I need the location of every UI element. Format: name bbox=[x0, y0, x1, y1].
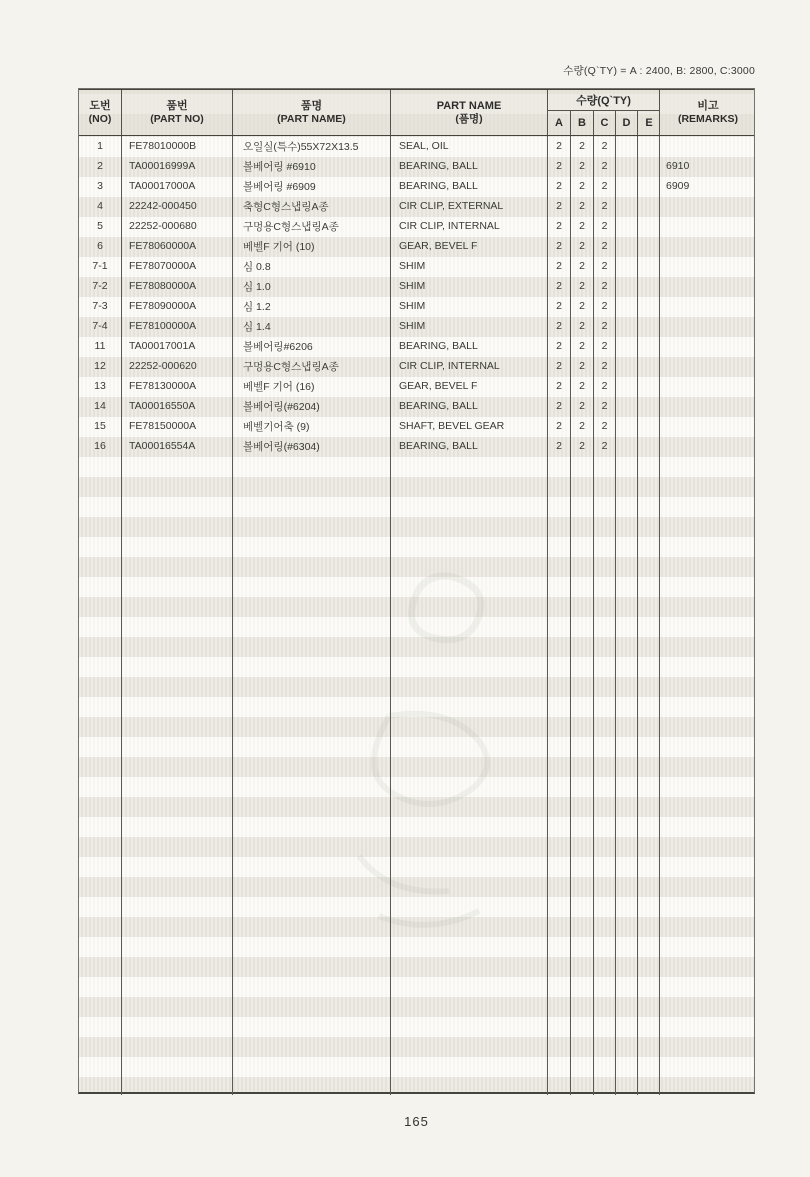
cell-qty_a: 2 bbox=[548, 156, 571, 176]
cell-name_en: SEAL, OIL bbox=[391, 136, 548, 156]
cell-name_en: CIR CLIP, INTERNAL bbox=[391, 216, 548, 236]
cell-qty_a: 2 bbox=[548, 296, 571, 316]
cell-remarks bbox=[660, 136, 756, 156]
cell-part_no: TA00016550A bbox=[122, 396, 233, 416]
cell-name_ko: 축형C형스냅링A종 bbox=[233, 196, 391, 216]
cell-no: 7-3 bbox=[79, 296, 122, 316]
cell-no: 1 bbox=[79, 136, 122, 156]
cell-name_ko: 구멍용C형스냅링A종 bbox=[233, 216, 391, 236]
cell-qty_e bbox=[638, 356, 660, 376]
cell-part_no: FE78060000A bbox=[122, 236, 233, 256]
cell-remarks: 6909 bbox=[666, 180, 690, 192]
qty-legend: 수량(Q`TY) = A : 2400, B: 2800, C:3000 bbox=[563, 65, 755, 77]
cell-qty_e bbox=[638, 376, 660, 396]
cell-no: 15 bbox=[79, 416, 122, 436]
cell-name_en: CIR CLIP, INTERNAL bbox=[391, 356, 548, 376]
cell-qty_a: 2 bbox=[548, 176, 571, 196]
column-rule bbox=[637, 456, 638, 1095]
cell-qty_d bbox=[616, 376, 638, 396]
header-no bbox=[79, 90, 122, 135]
header-name-ko-ko: 품명 bbox=[300, 99, 323, 112]
cell-qty_d bbox=[616, 396, 638, 416]
header-part-no bbox=[122, 90, 233, 135]
cell-remarks bbox=[660, 436, 756, 456]
cell-qty_b: 2 bbox=[571, 376, 594, 396]
cell-qty_a: 2 bbox=[548, 196, 571, 216]
column-rule bbox=[593, 456, 594, 1095]
table-row bbox=[79, 356, 754, 376]
cell-qty_a: 2 bbox=[548, 256, 571, 276]
cell-part_no: TA00016999A bbox=[122, 156, 233, 176]
table-row bbox=[79, 336, 754, 356]
cell-qty_e bbox=[638, 416, 660, 436]
cell-qty_e bbox=[638, 136, 660, 156]
cell-name_ko: 심 1.4 bbox=[233, 316, 391, 336]
cell-part_no: TA00017001A bbox=[122, 336, 233, 356]
cell-qty_c: 2 bbox=[594, 396, 616, 416]
cell-name_en: SHIM bbox=[391, 276, 548, 296]
header-qty-c: C bbox=[594, 111, 616, 135]
cell-qty_c: 2 bbox=[594, 216, 616, 236]
cell-qty_a: 2 bbox=[548, 396, 571, 416]
header-remarks-ko: 비고 bbox=[697, 99, 719, 112]
cell-qty_e bbox=[638, 256, 660, 276]
cell-name_ko: 심 0.8 bbox=[233, 256, 391, 276]
cell-qty_b: 2 bbox=[571, 436, 594, 456]
header-name-en-ko: PART NAME bbox=[436, 99, 502, 112]
cell-qty_b: 2 bbox=[571, 396, 594, 416]
cell-remarks bbox=[660, 396, 756, 416]
cell-qty_b: 2 bbox=[571, 296, 594, 316]
cell-qty_d bbox=[616, 156, 638, 176]
table-row bbox=[79, 176, 754, 196]
cell-name_en: SHIM bbox=[391, 296, 548, 316]
cell-qty_d bbox=[616, 216, 638, 236]
cell-part_no: TA00016554A bbox=[122, 436, 233, 456]
cell-qty_b: 2 bbox=[571, 316, 594, 336]
table-body bbox=[79, 136, 754, 456]
cell-qty_e bbox=[638, 396, 660, 416]
cell-qty_a: 2 bbox=[548, 216, 571, 236]
cell-part_no: FE78070000A bbox=[122, 256, 233, 276]
cell-qty_b: 2 bbox=[571, 256, 594, 276]
table-empty-area bbox=[79, 456, 754, 1095]
header-qty-title: 수량(Q`TY) bbox=[548, 90, 659, 111]
cell-qty_e bbox=[638, 216, 660, 236]
cell-name_ko: 볼베어링(#6304) bbox=[233, 436, 391, 456]
table-row bbox=[79, 276, 754, 296]
cell-qty_b: 2 bbox=[571, 336, 594, 356]
cell-part_no: FE78130000A bbox=[122, 376, 233, 396]
cell-qty_c: 2 bbox=[594, 176, 616, 196]
cell-no: 11 bbox=[79, 336, 122, 356]
column-rule bbox=[659, 456, 660, 1095]
cell-remarks bbox=[660, 256, 756, 276]
cell-part_no: FE78010000B bbox=[122, 136, 233, 156]
cell-part_no: FE78150000A bbox=[122, 416, 233, 436]
cell-name_en: GEAR, BEVEL F bbox=[391, 236, 548, 256]
cell-name_ko: 베벨기어축 (9) bbox=[233, 416, 391, 436]
table-row bbox=[79, 236, 754, 256]
cell-no: 14 bbox=[79, 396, 122, 416]
cell-qty_c: 2 bbox=[594, 276, 616, 296]
table-row bbox=[79, 396, 754, 416]
cell-qty_a: 2 bbox=[548, 336, 571, 356]
header-remarks-en: (REMARKS) bbox=[677, 112, 739, 125]
header-qty-group bbox=[548, 90, 660, 135]
cell-qty_d bbox=[616, 256, 638, 276]
cell-qty_b: 2 bbox=[571, 276, 594, 296]
cell-name_en: BEARING, BALL bbox=[391, 156, 548, 176]
cell-name_en: BEARING, BALL bbox=[391, 436, 548, 456]
column-rule bbox=[615, 456, 616, 1095]
cell-remarks bbox=[660, 236, 756, 256]
cell-name_en: BEARING, BALL bbox=[391, 336, 548, 356]
cell-qty_e bbox=[638, 196, 660, 216]
cell-qty_d bbox=[616, 276, 638, 296]
cell-name_en: BEARING, BALL bbox=[391, 176, 548, 196]
cell-part_no: FE78090000A bbox=[122, 296, 233, 316]
cell-name_en: BEARING, BALL bbox=[391, 396, 548, 416]
cell-qty_c: 2 bbox=[594, 376, 616, 396]
cell-qty_b: 2 bbox=[571, 196, 594, 216]
cell-qty_c: 2 bbox=[594, 156, 616, 176]
header-qty-a: A bbox=[548, 111, 571, 135]
cell-remarks bbox=[660, 356, 756, 376]
table-row bbox=[79, 136, 754, 156]
cell-no: 12 bbox=[79, 356, 122, 376]
cell-remarks bbox=[660, 316, 756, 336]
cell-qty_b: 2 bbox=[571, 416, 594, 436]
cell-qty_b: 2 bbox=[571, 176, 594, 196]
cell-name_en: SHIM bbox=[391, 256, 548, 276]
cell-name_ko: 베벨F 기어 (10) bbox=[233, 236, 391, 256]
page-number: 165 bbox=[404, 1114, 429, 1129]
cell-name_en: CIR CLIP, EXTERNAL bbox=[391, 196, 548, 216]
column-rule bbox=[121, 456, 122, 1095]
cell-name_en: GEAR, BEVEL F bbox=[391, 376, 548, 396]
header-name-ko bbox=[233, 90, 391, 135]
cell-qty_a: 2 bbox=[548, 416, 571, 436]
table-row bbox=[79, 256, 754, 276]
table-row bbox=[79, 216, 754, 236]
cell-no: 5 bbox=[79, 216, 122, 236]
cell-part_no: TA00017000A bbox=[122, 176, 233, 196]
cell-name_ko: 볼베어링 #6910 bbox=[233, 156, 391, 176]
cell-part_no: FE78100000A bbox=[122, 316, 233, 336]
bleedthrough-artifact bbox=[239, 556, 539, 996]
table-row bbox=[79, 296, 754, 316]
cell-qty_c: 2 bbox=[594, 316, 616, 336]
cell-part_no: 22252-000680 bbox=[122, 216, 233, 236]
cell-remarks bbox=[660, 276, 756, 296]
cell-qty_d bbox=[616, 296, 638, 316]
header-qty-b: B bbox=[571, 111, 594, 135]
parts-table bbox=[78, 88, 755, 1094]
cell-qty_b: 2 bbox=[571, 356, 594, 376]
cell-name_ko: 볼베어링(#6204) bbox=[233, 396, 391, 416]
cell-qty_e bbox=[638, 436, 660, 456]
cell-qty_d bbox=[616, 436, 638, 456]
cell-name_ko: 볼베어링#6206 bbox=[233, 336, 391, 356]
header-name-ko-en: (PART NAME) bbox=[277, 112, 346, 125]
table-header bbox=[79, 89, 754, 136]
cell-remarks bbox=[660, 416, 756, 436]
column-rule bbox=[232, 456, 233, 1095]
header-qty-e: E bbox=[645, 117, 653, 129]
cell-remarks: 6910 bbox=[666, 160, 690, 172]
cell-no: 7-4 bbox=[79, 316, 122, 336]
cell-no: 13 bbox=[79, 376, 122, 396]
cell-qty_c: 2 bbox=[594, 296, 616, 316]
column-rule bbox=[547, 456, 548, 1095]
table-row bbox=[79, 156, 754, 176]
cell-qty_c: 2 bbox=[594, 416, 616, 436]
cell-qty_a: 2 bbox=[548, 436, 571, 456]
cell-name_ko: 심 1.0 bbox=[233, 276, 391, 296]
header-remarks bbox=[660, 90, 756, 135]
cell-qty_a: 2 bbox=[548, 376, 571, 396]
cell-qty_b: 2 bbox=[571, 236, 594, 256]
cell-qty_c: 2 bbox=[594, 136, 616, 156]
cell-no: 16 bbox=[79, 436, 122, 456]
cell-qty_d bbox=[616, 176, 638, 196]
cell-no: 7-1 bbox=[79, 256, 122, 276]
header-no-en: (NO) bbox=[88, 112, 112, 125]
cell-qty_e bbox=[638, 236, 660, 256]
cell-remarks bbox=[660, 216, 756, 236]
cell-qty_e bbox=[638, 156, 660, 176]
header-part-no-en: (PART NO) bbox=[150, 112, 204, 125]
cell-remarks bbox=[660, 196, 756, 216]
cell-qty_d bbox=[616, 356, 638, 376]
cell-remarks bbox=[660, 296, 756, 316]
cell-remarks bbox=[660, 376, 756, 396]
cell-name_ko: 베벨F 기어 (16) bbox=[233, 376, 391, 396]
cell-part_no: 22252-000620 bbox=[122, 356, 233, 376]
cell-no: 3 bbox=[79, 176, 122, 196]
table-row bbox=[79, 436, 754, 456]
cell-no: 4 bbox=[79, 196, 122, 216]
cell-qty_d bbox=[616, 236, 638, 256]
cell-qty_d bbox=[616, 316, 638, 336]
cell-qty_e bbox=[638, 296, 660, 316]
header-no-ko: 도번 bbox=[89, 99, 111, 112]
cell-qty_c: 2 bbox=[594, 196, 616, 216]
cell-no: 6 bbox=[79, 236, 122, 256]
cell-qty_a: 2 bbox=[548, 236, 571, 256]
cell-qty_c: 2 bbox=[594, 236, 616, 256]
cell-no: 2 bbox=[79, 156, 122, 176]
cell-qty_e bbox=[638, 176, 660, 196]
cell-qty_b: 2 bbox=[571, 156, 594, 176]
cell-qty_a: 2 bbox=[548, 356, 571, 376]
cell-name_ko: 오일실(특수)55X72X13.5 bbox=[233, 136, 391, 156]
cell-qty_a: 2 bbox=[548, 276, 571, 296]
header-name-en bbox=[391, 90, 548, 135]
cell-qty_c: 2 bbox=[594, 256, 616, 276]
header-name-en-en: (품명) bbox=[455, 112, 483, 125]
cell-name_en: SHIM bbox=[391, 316, 548, 336]
cell-qty_b: 2 bbox=[571, 136, 594, 156]
cell-remarks bbox=[660, 336, 756, 356]
cell-qty_d bbox=[616, 416, 638, 436]
cell-qty_d bbox=[616, 136, 638, 156]
table-row bbox=[79, 376, 754, 396]
cell-name_ko: 볼베어링 #6909 bbox=[233, 176, 391, 196]
cell-no: 7-2 bbox=[79, 276, 122, 296]
table-row bbox=[79, 316, 754, 336]
cell-qty_a: 2 bbox=[548, 316, 571, 336]
table-row bbox=[79, 196, 754, 216]
cell-name_ko: 구멍용C형스냅링A종 bbox=[233, 356, 391, 376]
cell-name_ko: 심 1.2 bbox=[233, 296, 391, 316]
cell-qty_a: 2 bbox=[548, 136, 571, 156]
cell-qty_c: 2 bbox=[594, 356, 616, 376]
header-part-no-ko: 품번 bbox=[166, 99, 188, 112]
cell-qty_e bbox=[638, 276, 660, 296]
cell-qty_d bbox=[616, 336, 638, 356]
cell-qty_e bbox=[638, 336, 660, 356]
cell-qty_c: 2 bbox=[594, 436, 616, 456]
header-qty-d: D bbox=[616, 111, 638, 135]
table-row bbox=[79, 416, 754, 436]
cell-name_en: SHAFT, BEVEL GEAR bbox=[391, 416, 548, 436]
cell-qty_c: 2 bbox=[594, 336, 616, 356]
header-qty-columns bbox=[548, 111, 659, 135]
column-rule bbox=[570, 456, 571, 1095]
cell-part_no: FE78080000A bbox=[122, 276, 233, 296]
cell-qty_e bbox=[638, 316, 660, 336]
cell-qty_d bbox=[616, 196, 638, 216]
cell-part_no: 22242-000450 bbox=[122, 196, 233, 216]
cell-qty_b: 2 bbox=[571, 216, 594, 236]
